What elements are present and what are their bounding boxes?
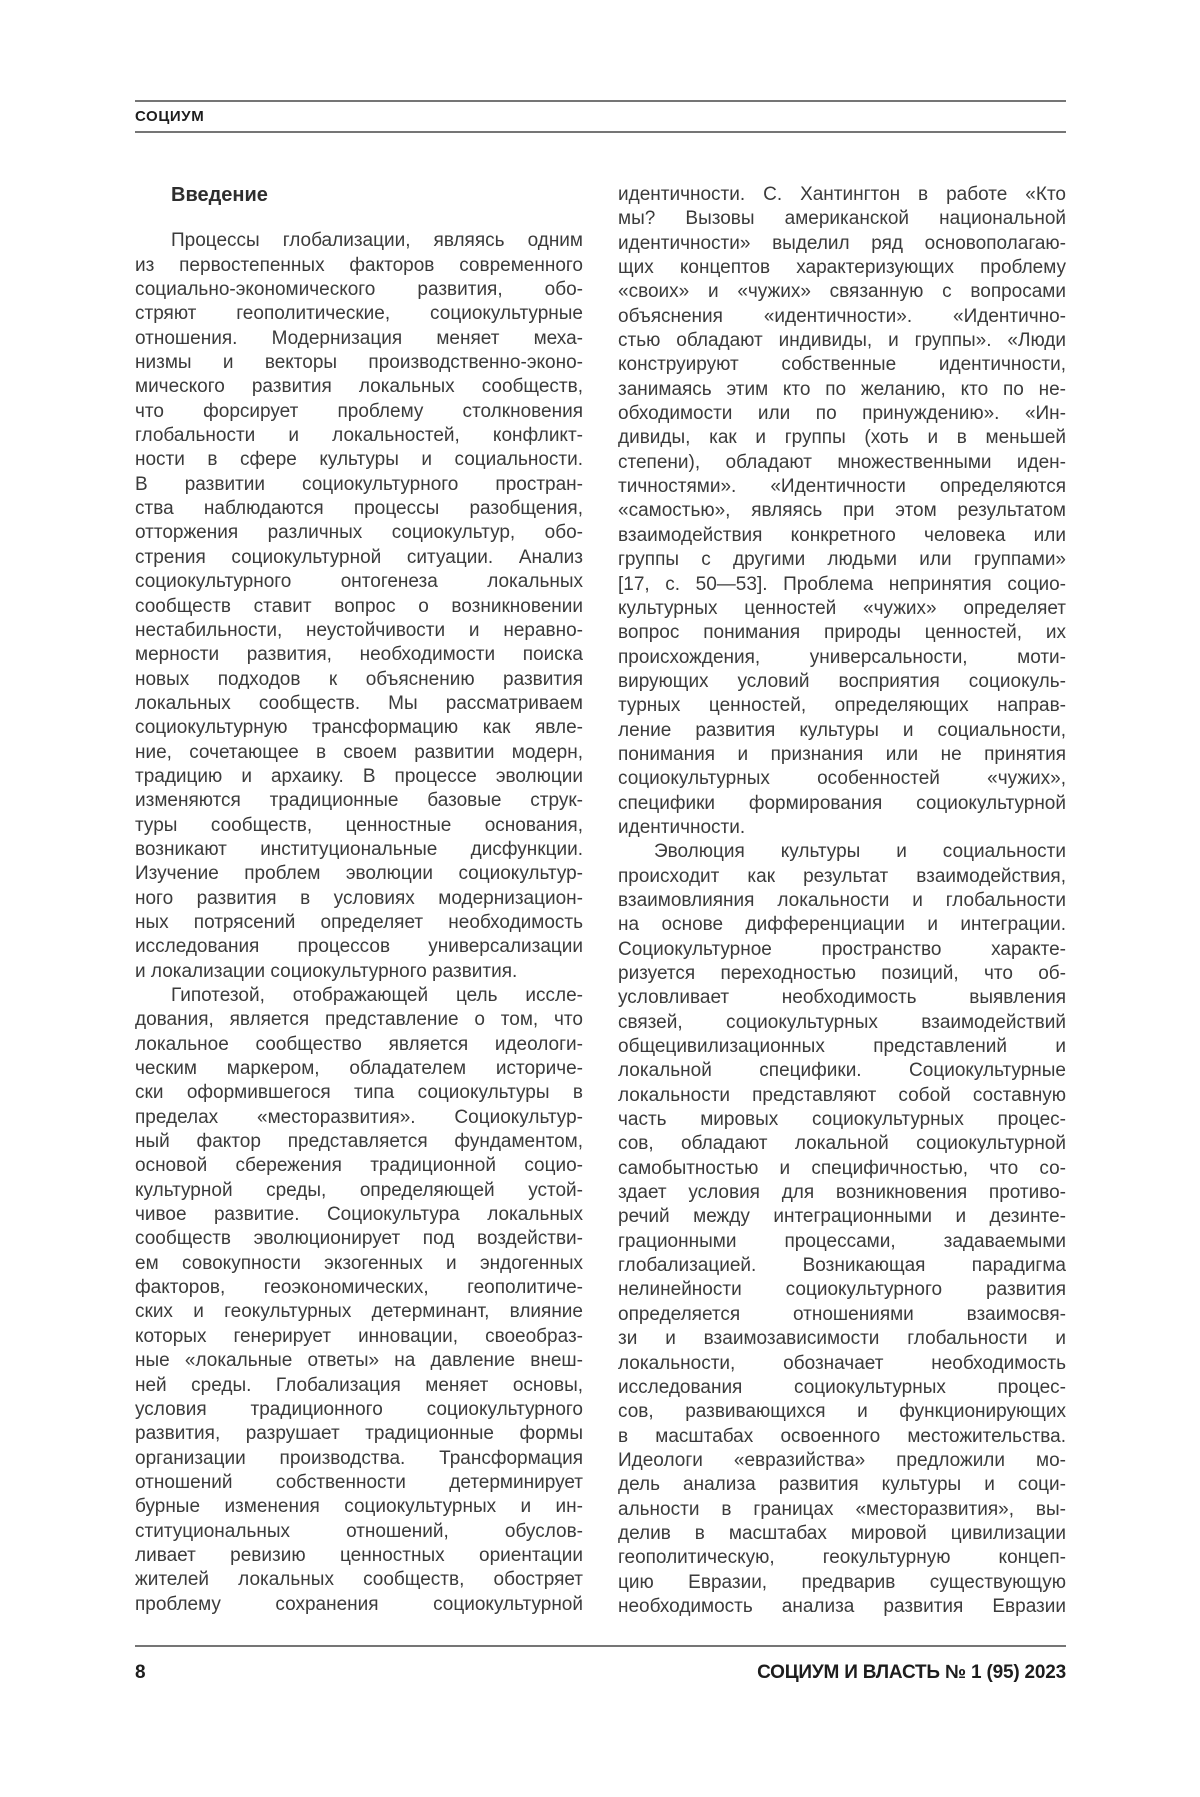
article-body bbox=[135, 183, 1066, 1619]
text-line: взаимодействия конкретного человека или bbox=[618, 524, 1066, 546]
text-line: «самостью», являясь при этом результатом bbox=[618, 500, 1066, 522]
text-line: жителей локальных сообществ, обостряет bbox=[135, 1569, 583, 1591]
text-line: тичностями». «Идентичности определяются bbox=[618, 476, 1066, 498]
text-line: исследования процессов универсализации bbox=[135, 936, 583, 958]
page-number: 8 bbox=[135, 1662, 146, 1683]
paragraph bbox=[135, 984, 583, 1617]
text-line: Изучение проблем эволюции социокультур- bbox=[135, 863, 583, 885]
text-line: степени), обладают множественными иден- bbox=[618, 451, 1066, 473]
text-line: из первостепенных факторов современного bbox=[135, 254, 583, 276]
running-head-label: СОЦИУМ bbox=[135, 108, 205, 125]
right-column-paragraphs bbox=[618, 183, 1066, 1619]
text-line: речий между интеграционными и дезинте- bbox=[618, 1206, 1066, 1228]
text-line: ризуется переходностью позиций, что об- bbox=[618, 963, 1066, 984]
text-line: стрения социокультурной ситуации. Анализ bbox=[135, 546, 583, 568]
text-line: пределах «месторазвития». Социокультур- bbox=[135, 1106, 583, 1128]
text-line: локальности, обозначает необходимость bbox=[618, 1352, 1066, 1374]
text-line: что форсирует проблему столкновения bbox=[135, 400, 583, 422]
left-column bbox=[135, 183, 583, 1619]
text-line: происхождения, универсальности, моти- bbox=[618, 646, 1066, 668]
text-line: локальности представляют собой составную bbox=[618, 1084, 1066, 1106]
text-line: глобализацией. Возникающая парадигма bbox=[618, 1255, 1066, 1277]
text-line: Гипотезой, отображающей цель иссле- bbox=[171, 985, 583, 1006]
text-line: вопрос понимания природы ценностей, их bbox=[618, 622, 1066, 644]
text-line: социально-экономического развития, обо- bbox=[135, 279, 583, 301]
page-footer bbox=[135, 1662, 1066, 1684]
text-line: новых подходов к объяснению развития bbox=[135, 668, 583, 690]
paragraph bbox=[618, 183, 1066, 840]
text-line: традицию и архаику. В процессе эволюции bbox=[135, 765, 583, 787]
text-line: здает условия для возникновения противо- bbox=[618, 1182, 1066, 1204]
text-line: сообществ эволюционирует под воздействи- bbox=[135, 1228, 583, 1250]
text-line: мического развития локальных сообществ, bbox=[135, 376, 583, 398]
text-line: группы с другими людьми или группами» bbox=[618, 549, 1066, 571]
text-line: идентичности. bbox=[618, 816, 746, 838]
text-line: отношения. Модернизация меняет меха- bbox=[135, 327, 583, 349]
text-line: общецивилизационных представлений и bbox=[618, 1036, 1066, 1058]
text-line: ства наблюдаются процессы разобщения, bbox=[135, 498, 583, 520]
running-head bbox=[135, 100, 1066, 133]
text-line: туры сообществ, ценностные основания, bbox=[135, 814, 583, 836]
text-line: нелинейности социокультурного развития bbox=[618, 1279, 1066, 1301]
text-line: ем совокупности экзогенных и эндогенных bbox=[135, 1252, 583, 1274]
text-line: определяется отношениями взаимосвя- bbox=[618, 1303, 1066, 1325]
text-line: щих концептов характеризующих проблему bbox=[618, 257, 1066, 279]
text-line: локальной специфики. Социокультурные bbox=[618, 1060, 1066, 1082]
text-line: проблему сохранения социокультурной bbox=[135, 1593, 583, 1615]
text-line: и локализации социокультурного развития. bbox=[135, 960, 518, 982]
text-line: сообществ ставит вопрос о возникновении bbox=[135, 595, 583, 617]
text-line: развития, разрушает традиционные формы bbox=[135, 1423, 583, 1445]
text-line: вирующих условий восприятия социокуль- bbox=[618, 670, 1066, 692]
text-line: сов, обладают локальной социокультурной bbox=[618, 1133, 1066, 1155]
text-line: самобытностью и специфичностью, что со- bbox=[618, 1157, 1066, 1179]
text-line: ных потрясений определяет необходимость bbox=[135, 911, 583, 933]
text-line: возникают институциональные дисфункции. bbox=[135, 838, 583, 860]
text-line: взаимовлияния локальности и глобальности bbox=[618, 889, 1066, 911]
text-line: изменяются традиционные базовые струк- bbox=[135, 790, 583, 812]
text-line: ституциональных отношений, обуслов- bbox=[135, 1520, 583, 1542]
text-line: нестабильности, неустойчивости и неравно- bbox=[135, 619, 583, 641]
text-line: дивиды, как и группы (хоть и в меньшей bbox=[618, 427, 1066, 449]
text-line: В развитии социокультурного простран- bbox=[135, 473, 583, 495]
text-line: цию Евразии, предварив существующую bbox=[618, 1571, 1066, 1593]
text-line: делив в масштабах мировой цивилизации bbox=[618, 1522, 1066, 1544]
text-line: стью обладают индивиды, и группы». «Люди bbox=[618, 330, 1066, 352]
text-line: ного развития в условиях модернизацион- bbox=[135, 887, 583, 909]
text-line: специфики формирования социокультурной bbox=[618, 792, 1066, 814]
footer-rule bbox=[135, 1645, 1066, 1647]
text-line: социокультурных особенностей «чужих», bbox=[618, 768, 1066, 790]
text-line: глобальности и локальностей, конфликт- bbox=[135, 425, 583, 447]
text-line: «своих» и «чужих» связанную с вопросами bbox=[618, 281, 1066, 303]
paragraph bbox=[135, 229, 583, 984]
text-line: турных ценностей, определяющих направ- bbox=[618, 695, 1066, 717]
text-line: часть мировых социокультурных процес- bbox=[618, 1109, 1066, 1131]
text-line: понимания и признания или не принятия bbox=[618, 743, 1066, 765]
text-line: занимаясь этим кто по желанию, кто по не- bbox=[618, 378, 1066, 400]
right-column bbox=[618, 183, 1066, 1619]
text-line: низмы и векторы производственно-эконо- bbox=[135, 352, 583, 374]
text-line: условливает необходимость выявления bbox=[618, 987, 1066, 1009]
text-line: отношений собственности детерминирует bbox=[135, 1471, 583, 1493]
text-line: локальное сообщество является идеологи- bbox=[135, 1033, 583, 1055]
text-line: отторжения различных социокультур, обо- bbox=[135, 522, 583, 544]
text-line: культурных ценностей «чужих» определяет bbox=[618, 597, 1066, 619]
text-line: на основе дифференциации и интеграции. bbox=[618, 914, 1066, 936]
text-line: грационными процессами, задаваемыми bbox=[618, 1230, 1066, 1252]
text-line: [17, с. 50—53]. Проблема непринятия социо- bbox=[618, 573, 1066, 595]
text-line: бурные изменения социокультурных и ин- bbox=[135, 1496, 583, 1518]
text-line: организации производства. Трансформация bbox=[135, 1447, 583, 1469]
text-line: локальных сообществ. Мы рассматриваем bbox=[135, 692, 583, 714]
text-line: социокультурную трансформацию как явле- bbox=[135, 717, 583, 739]
text-line: исследования социокультурных процес- bbox=[618, 1376, 1066, 1398]
text-line: ный фактор представляется фундаментом, bbox=[135, 1131, 583, 1153]
text-line: сов, развивающихся и функционирующих bbox=[618, 1401, 1066, 1423]
text-line: связей, социокультурных взаимодействий bbox=[618, 1011, 1066, 1033]
text-line: ливает ревизию ценностных ориентации bbox=[135, 1544, 583, 1566]
text-line: чивое развитие. Социокультура локальных bbox=[135, 1204, 583, 1226]
text-line: необходимость анализа развития Евразии bbox=[618, 1595, 1066, 1617]
text-line: Процессы глобализации, являясь одним bbox=[171, 230, 583, 252]
text-line: Эволюция культуры и социальности bbox=[654, 841, 1066, 863]
text-line: основой сбережения традиционной социо- bbox=[135, 1155, 583, 1177]
text-line: альности в границах «месторазвития», вы- bbox=[618, 1498, 1066, 1520]
text-line: объяснения «идентичности». «Идентично- bbox=[618, 305, 1066, 327]
left-column-paragraphs bbox=[135, 229, 583, 1617]
text-line: условия традиционного социокультурного bbox=[135, 1398, 583, 1420]
text-line: Идеологи «евразийства» предложили мо- bbox=[618, 1449, 1066, 1471]
text-line: ней среды. Глобализация меняет основы, bbox=[135, 1374, 583, 1396]
text-line: геополитическую, геокультурную концеп- bbox=[618, 1547, 1066, 1569]
text-line: в масштабах освоенного местожительства. bbox=[618, 1425, 1066, 1447]
text-line: стряют геополитические, социокультурные bbox=[135, 303, 583, 325]
text-line: обходимости или по принуждению». «Ин- bbox=[618, 403, 1066, 425]
text-line: происходит как результат взаимодействия, bbox=[618, 865, 1066, 887]
text-line: ности в сфере культуры и социальности. bbox=[135, 449, 583, 471]
text-line: Социокультурное пространство характе- bbox=[618, 938, 1066, 960]
text-line: ски оформившегося типа социокультуры в bbox=[135, 1082, 583, 1104]
text-line: факторов, геоэкономических, геополитиче- bbox=[135, 1277, 583, 1299]
text-line: мерности развития, необходимости поиска bbox=[135, 644, 583, 666]
text-line: ческим маркером, обладателем историче- bbox=[135, 1058, 583, 1080]
text-line: дования, является представление о том, что bbox=[135, 1009, 583, 1031]
text-line: дель анализа развития культуры и соци- bbox=[618, 1474, 1066, 1496]
text-line: ских и геокультурных детерминант, влияние bbox=[135, 1301, 583, 1323]
journal-title: СОЦИУМ И ВЛАСТЬ № 1 (95) 2023 bbox=[757, 1662, 1066, 1683]
section-heading: Введение bbox=[171, 184, 268, 206]
text-line: ные «локальные ответы» на давление внеш- bbox=[135, 1350, 583, 1372]
text-line: культурной среды, определяющей устой- bbox=[135, 1179, 583, 1201]
text-line: ние, сочетающее в своем развитии модерн, bbox=[135, 741, 583, 763]
text-line: идентичности. С. Хантингтон в работе «Кто bbox=[618, 184, 1066, 205]
text-line: конструируют собственные идентичности, bbox=[618, 354, 1066, 376]
text-line: мы? Вызовы американской национальной bbox=[618, 208, 1066, 230]
text-line: ление развития культуры и социальности, bbox=[618, 719, 1066, 741]
text-line: зи и взаимозависимости глобальности и bbox=[618, 1328, 1066, 1350]
text-line: которых генерирует инновации, своеобраз- bbox=[135, 1325, 583, 1347]
text-line: идентичности» выделил ряд основополагаю- bbox=[618, 232, 1066, 254]
paragraph bbox=[618, 840, 1066, 1619]
text-line: социокультурного онтогенеза локальных bbox=[135, 571, 583, 593]
